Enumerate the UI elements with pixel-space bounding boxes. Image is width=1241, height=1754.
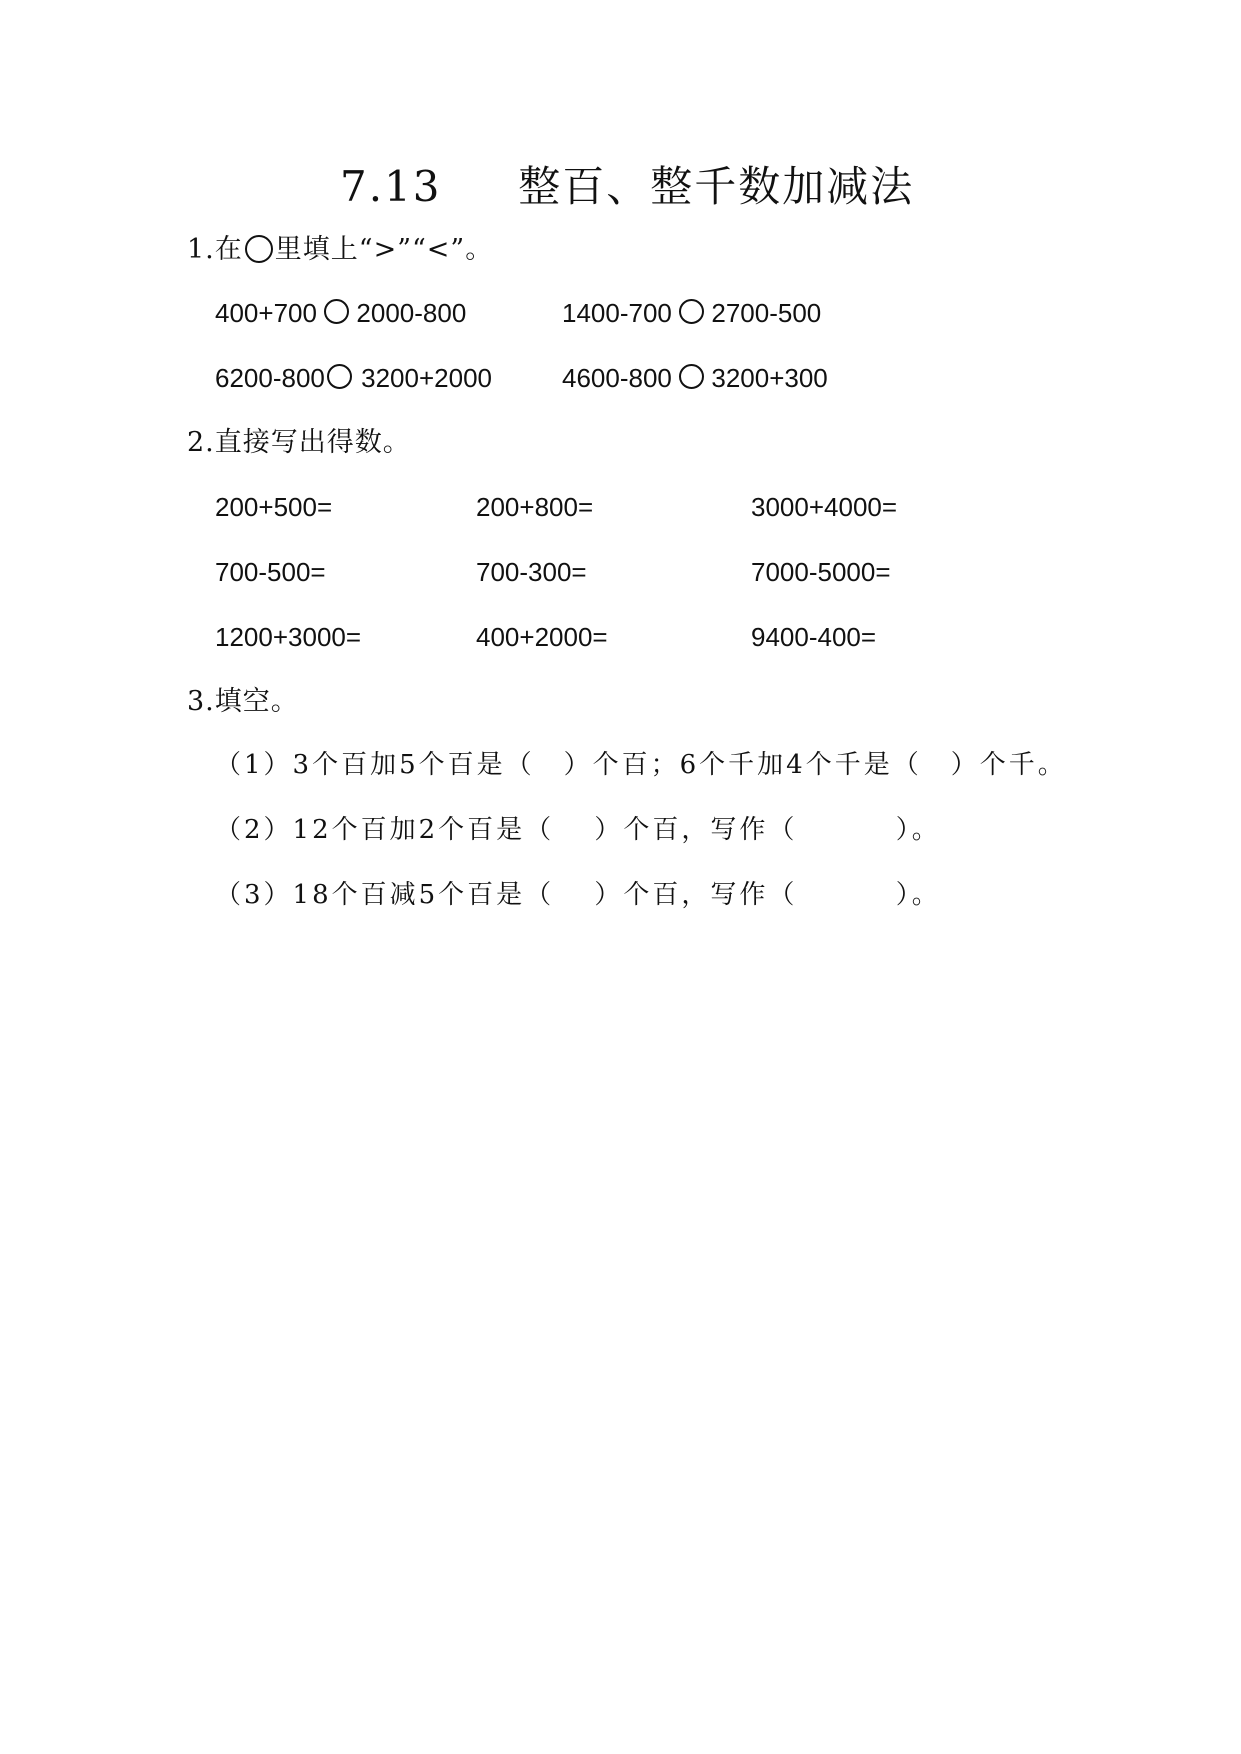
compare-circle[interactable]	[324, 299, 349, 324]
circle-icon	[245, 235, 273, 263]
calc-item: 700-500=	[215, 557, 326, 587]
compare-item: 4600-800 3200+300	[562, 363, 828, 393]
compare-circle[interactable]	[679, 364, 704, 389]
calc-item: 700-300=	[476, 557, 587, 587]
fill-blank-line: （3）18个百减5个百是（ ）个百，写作（ ）。	[215, 880, 941, 910]
calc-item: 9400-400=	[751, 622, 877, 652]
question-3-heading: 3.填空。	[187, 686, 299, 717]
compare-item: 6200-800 3200+2000	[215, 363, 492, 393]
compare-circle[interactable]	[327, 364, 352, 389]
section-title: 整百、整千数加减法	[518, 162, 915, 211]
calc-item: 200+800=	[476, 492, 594, 522]
fill-blank-line: （1）3个百加5个百是（ ）个百；6个千加4个千是（ ）个千。	[215, 750, 1067, 780]
compare-item: 400+700 2000-800	[215, 298, 467, 328]
question-1-heading: 1.在 里填上“>”“<”。	[187, 234, 494, 265]
calc-item: 200+500=	[215, 492, 333, 522]
calc-item: 400+2000=	[476, 622, 608, 652]
calc-item: 3000+4000=	[751, 492, 898, 522]
calc-item: 7000-5000=	[751, 557, 891, 587]
page-title	[340, 162, 915, 211]
fill-blank-line: （2）12个百加2个百是（ ）个百，写作（ ）。	[215, 815, 941, 845]
compare-circle[interactable]	[679, 299, 704, 324]
compare-item: 1400-700 2700-500	[562, 298, 822, 328]
question-2-heading: 2.直接写出得数。	[187, 427, 411, 458]
calc-item: 1200+3000=	[215, 622, 362, 652]
section-number: 7.13	[340, 162, 442, 211]
